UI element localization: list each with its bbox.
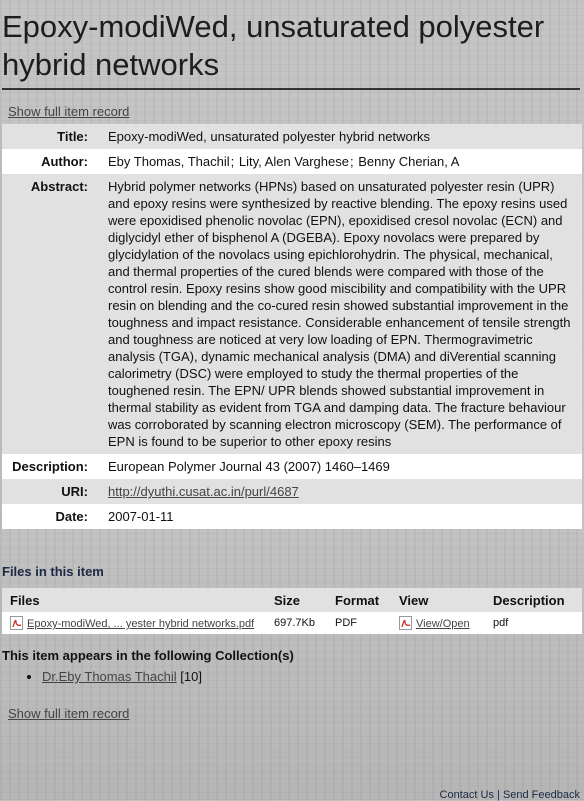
- metadata-label: Description:: [2, 454, 94, 479]
- author-name: Benny Cherian, A: [358, 154, 460, 169]
- author-separator: ;: [230, 154, 235, 169]
- metadata-row-title: [2, 124, 582, 149]
- column-header: Size: [266, 588, 327, 612]
- column-header: Files: [2, 588, 266, 612]
- metadata-row-uri: [2, 479, 582, 504]
- page-title: Epoxy-modiWed, unsaturated polyester hybrid networks: [2, 8, 580, 90]
- file-size: 697.7Kb: [266, 612, 327, 634]
- uri-cell: [94, 479, 582, 504]
- author-name: Lity, Alen Varghese: [238, 154, 349, 169]
- author-name: Eby Thomas, Thachil: [108, 154, 230, 169]
- collection-link[interactable]: Dr.Eby Thomas Thachil: [42, 669, 177, 684]
- files-table: [2, 588, 582, 634]
- metadata-label: Author:: [2, 149, 94, 174]
- metadata-row-description: [2, 454, 582, 479]
- show-full-record-link[interactable]: Show full item record: [8, 706, 130, 721]
- date-value: 2007-01-11: [94, 504, 582, 529]
- footer-separator: |: [497, 789, 500, 801]
- collections-heading: This item appears in the following Collection(s): [2, 648, 294, 663]
- view-open-link[interactable]: View/Open: [416, 618, 470, 630]
- column-header: Description: [485, 588, 582, 612]
- metadata-row-date: [2, 504, 582, 529]
- metadata-label: URI:: [2, 479, 94, 504]
- metadata-row-author: [2, 149, 582, 174]
- file-name-cell: [2, 612, 266, 634]
- column-header: View: [391, 588, 485, 612]
- metadata-row-abstract: [2, 174, 582, 454]
- file-view-cell: [391, 612, 485, 634]
- list-item: [42, 668, 202, 686]
- files-heading: Files in this item: [2, 564, 104, 579]
- pdf-icon: [10, 616, 23, 630]
- metadata-label: Abstract:: [2, 174, 94, 454]
- author-list: [94, 149, 582, 174]
- author-separator: ;: [349, 154, 354, 169]
- metadata-table: [2, 124, 582, 529]
- metadata-label: Title:: [2, 124, 94, 149]
- file-link[interactable]: Epoxy-modiWed, ... yester hybrid networks.pdf: [27, 618, 255, 630]
- files-header-row: [2, 588, 582, 612]
- collection-count: [10]: [180, 669, 202, 684]
- show-full-record-link[interactable]: Show full item record: [8, 104, 130, 119]
- metadata-label: Date:: [2, 504, 94, 529]
- pdf-icon: [399, 616, 412, 630]
- contact-link[interactable]: Contact Us: [439, 789, 494, 801]
- footer: [440, 789, 580, 801]
- title-value: Epoxy-modiWed, unsaturated polyester hybrid networks: [94, 124, 582, 149]
- abstract-value: Hybrid polymer networks (HPNs) based on unsaturated polyester resin (UPR) and epoxy resins were synthesized by reactive blending. The epoxy resins used were epoxidised phenolic novolac (EPN), epoxidised cresol novolac (ECN) and diglycidyl ether of bisphenol A (DGEBA). Epoxy novolacs were prepared by glycidylation of the novolacs using epichlorohydrin. The physical, mechanical, and thermal properties of the cured blends were compared with those of the control resin. Epoxy resins show good miscibility and compatibility with the UPR resin on blending and the co-cured resin showed substantial improvement in the toughness and impact resistance. Considerable enhancement of tensile strength and toughness are noticed at very low loading of EPN. Thermogravimetric analysis (TGA), dynamic mechanical analysis (DMA) and diVerential scanning calorimetry (DSC) were employed to study the thermal properties of the toughened resin. The EPN/ UPR blends showed substantial improvement in thermal stability as evident from TGA and damping data. The fracture behaviour was corroborated by scanning electron microscopy (SEM). The performance of EPN is found to be superior to other epoxy resins: [94, 174, 582, 454]
- uri-link[interactable]: http://dyuthi.cusat.ac.in/purl/4687: [108, 484, 299, 499]
- file-description: pdf: [485, 612, 582, 634]
- description-value: European Polymer Journal 43 (2007) 1460–1469: [94, 454, 582, 479]
- column-header: Format: [327, 588, 391, 612]
- feedback-link[interactable]: Send Feedback: [502, 789, 580, 801]
- file-format: PDF: [327, 612, 391, 634]
- collections-list: [20, 668, 202, 686]
- file-row: [2, 612, 582, 634]
